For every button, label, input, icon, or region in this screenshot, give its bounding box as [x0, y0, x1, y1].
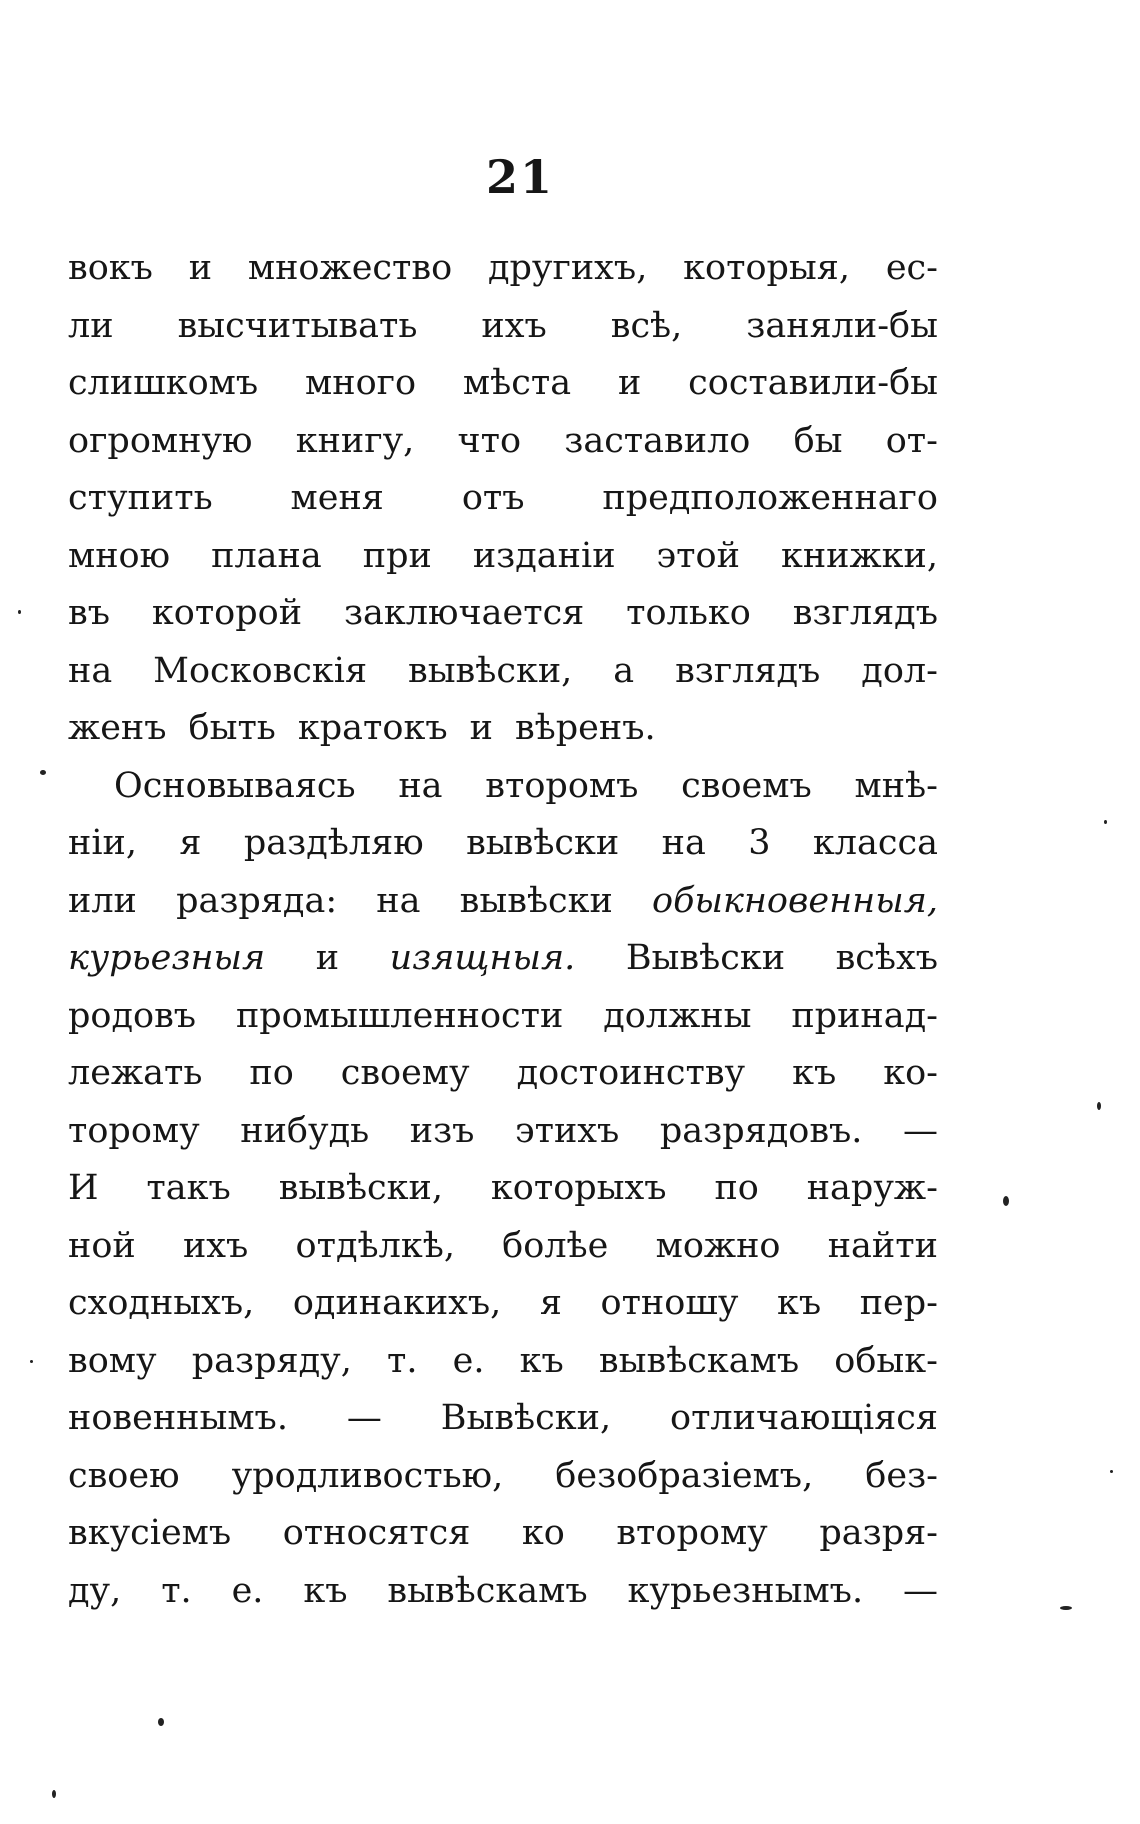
word: вѣренъ.	[514, 708, 656, 748]
word: ду,	[68, 1570, 122, 1611]
word: на	[68, 650, 113, 691]
word: обыкновенныя,	[652, 880, 938, 921]
text-line	[68, 470, 938, 528]
text-line	[68, 1505, 938, 1563]
text-line	[68, 528, 938, 586]
word: въ	[68, 593, 110, 633]
word: на	[661, 823, 706, 863]
text-line	[68, 1160, 938, 1218]
word: разря-	[819, 1513, 938, 1553]
text-line	[68, 1333, 938, 1391]
scan-speck	[158, 1718, 164, 1726]
word: я	[539, 1283, 562, 1323]
word: т.	[161, 1570, 192, 1611]
word: меня	[290, 478, 384, 518]
word: которыя,	[683, 248, 850, 288]
word: къ	[519, 1340, 564, 1381]
word: плана	[211, 535, 322, 576]
word: которой	[151, 593, 303, 633]
body-text	[68, 240, 938, 1620]
word: —	[902, 1570, 938, 1611]
word: 3	[748, 823, 771, 863]
word: —	[346, 1398, 382, 1438]
word: вывѣски	[466, 823, 620, 863]
word: новеннымъ.	[68, 1398, 288, 1438]
word: лежать	[68, 1053, 203, 1093]
word: высчитывать	[177, 305, 418, 346]
word: своему	[340, 1053, 470, 1093]
word: вому	[68, 1340, 157, 1381]
text-line	[68, 585, 938, 643]
word: вывѣски,	[278, 1168, 443, 1208]
word: этой	[656, 535, 740, 576]
word: слишкомъ	[68, 363, 259, 403]
word: ной	[68, 1225, 136, 1266]
word: которыхъ	[490, 1168, 667, 1208]
word: или	[68, 880, 137, 921]
word: болѣе	[502, 1225, 609, 1266]
word: ли	[68, 305, 114, 346]
word: одинакихъ,	[292, 1283, 502, 1323]
word: книгу,	[295, 420, 415, 461]
text-line	[68, 988, 938, 1046]
word: заключается	[343, 593, 585, 633]
word: родовъ	[68, 995, 197, 1036]
text-line	[68, 1103, 938, 1161]
word: вывѣскамъ	[387, 1570, 588, 1611]
text-line	[68, 355, 938, 413]
word: найти	[827, 1225, 938, 1266]
word: а	[613, 650, 635, 691]
text-line	[68, 413, 938, 471]
word: наруж-	[806, 1168, 938, 1208]
word: другихъ,	[487, 248, 648, 288]
word: женъ	[68, 708, 167, 748]
word: ес-	[885, 248, 938, 288]
word: множество	[247, 248, 453, 288]
word: огромную	[68, 420, 253, 461]
word: уродливостью,	[231, 1455, 504, 1496]
word: второму	[616, 1513, 768, 1553]
word: я	[179, 823, 202, 863]
word: къ	[792, 1053, 837, 1093]
word: должны	[603, 995, 752, 1036]
word: заняли-бы	[746, 305, 938, 346]
word: этихъ	[515, 1110, 620, 1151]
word: вывѣски	[459, 880, 613, 921]
word: можно	[655, 1225, 781, 1266]
word: заставило	[564, 420, 751, 461]
word: курьезныя	[68, 938, 266, 978]
word: составили-бы	[688, 363, 938, 403]
word: достоинству	[516, 1053, 746, 1093]
scan-speck	[40, 770, 46, 775]
word: без-	[865, 1455, 938, 1496]
word: разряда:	[176, 880, 338, 921]
word: отличающіяся	[670, 1398, 938, 1438]
word: е.	[231, 1570, 264, 1611]
word: обык-	[834, 1340, 938, 1381]
word: изящныя.	[389, 938, 576, 978]
word: бы	[793, 420, 843, 461]
word: безобразіемъ,	[555, 1455, 814, 1496]
word: что	[457, 420, 522, 461]
word: Основываясь	[114, 765, 356, 806]
word: ступить	[68, 478, 213, 518]
word: мнѣ-	[854, 765, 938, 806]
text-line	[68, 298, 938, 356]
word: отдѣлкѣ,	[295, 1225, 455, 1266]
word: пер-	[859, 1283, 938, 1323]
word: т.	[387, 1340, 418, 1381]
word: предположеннаго	[602, 478, 938, 518]
word: ко	[521, 1513, 565, 1553]
word: мѣста	[462, 363, 572, 403]
word: разрядовъ.	[659, 1110, 863, 1151]
word: своею	[68, 1455, 180, 1496]
word: торому	[68, 1110, 200, 1151]
word: книжки,	[780, 535, 938, 576]
word: класса	[812, 823, 938, 863]
word: по	[714, 1168, 759, 1208]
text-line	[68, 1218, 938, 1276]
word: Московскія	[153, 650, 368, 691]
word: и	[315, 938, 340, 978]
word: вывѣскамъ	[598, 1340, 800, 1381]
word: къ	[303, 1570, 348, 1611]
word: всѣ,	[610, 305, 683, 346]
word: и	[469, 708, 493, 748]
word: ихъ	[481, 305, 547, 346]
text-line	[68, 758, 938, 816]
word: изданіи	[472, 535, 616, 576]
word: кратокъ	[297, 708, 448, 748]
word: вокъ	[68, 248, 153, 288]
word: нибудь	[240, 1110, 370, 1151]
word: Вывѣски,	[440, 1398, 612, 1438]
word: и	[188, 248, 213, 288]
text-line	[68, 240, 938, 298]
word: мною	[68, 535, 171, 576]
word: ихъ	[182, 1225, 249, 1266]
word: при	[362, 535, 432, 576]
word: на	[376, 880, 421, 921]
word: ніи,	[68, 823, 137, 863]
word: всѣхъ	[835, 938, 938, 978]
word: и	[617, 363, 642, 403]
word: —	[902, 1110, 938, 1151]
word: взглядъ	[792, 593, 938, 633]
word: промышленности	[235, 995, 564, 1036]
scan-speck	[1110, 1470, 1113, 1473]
word: относятся	[282, 1513, 471, 1553]
word: второмъ	[485, 765, 639, 806]
word: вывѣски,	[408, 650, 573, 691]
word: сходныхъ,	[68, 1283, 255, 1323]
scan-speck	[52, 1790, 56, 1798]
page-number: 21	[485, 150, 554, 204]
word: изъ	[409, 1110, 475, 1151]
word: по	[249, 1053, 294, 1093]
word: своемъ	[681, 765, 812, 806]
word: на	[398, 765, 443, 806]
scan-speck	[30, 1360, 33, 1363]
word: быть	[188, 708, 276, 748]
text-line	[68, 815, 938, 873]
word: къ	[777, 1283, 822, 1323]
word: е.	[452, 1340, 485, 1381]
text-line	[68, 873, 938, 931]
scan-speck	[1097, 1102, 1101, 1110]
word: курьезнымъ.	[627, 1570, 864, 1611]
word: много	[305, 363, 417, 403]
text-line	[68, 1390, 938, 1448]
word: принад-	[791, 995, 938, 1036]
word: дол-	[861, 650, 938, 691]
word: вкусіемъ	[68, 1513, 232, 1553]
word: только	[626, 593, 751, 633]
text-line	[68, 700, 938, 758]
text-line	[68, 1275, 938, 1333]
word: ко-	[883, 1053, 938, 1093]
text-line	[68, 930, 938, 988]
scan-speck	[1060, 1606, 1072, 1610]
word: Вывѣски	[625, 938, 786, 978]
text-line	[68, 1045, 938, 1103]
scan-speck	[1104, 820, 1107, 824]
word: от-	[885, 420, 938, 461]
word: взглядъ	[675, 650, 821, 691]
scan-speck	[18, 610, 21, 614]
word: отношу	[600, 1283, 739, 1323]
word: такъ	[146, 1168, 231, 1208]
word: отъ	[461, 478, 525, 518]
text-line	[68, 643, 938, 701]
word: разряду,	[191, 1340, 352, 1381]
scan-speck	[1003, 1196, 1009, 1206]
word: раздѣляю	[243, 823, 424, 863]
word: И	[68, 1168, 99, 1208]
text-line	[68, 1448, 938, 1506]
text-line	[68, 1563, 938, 1621]
